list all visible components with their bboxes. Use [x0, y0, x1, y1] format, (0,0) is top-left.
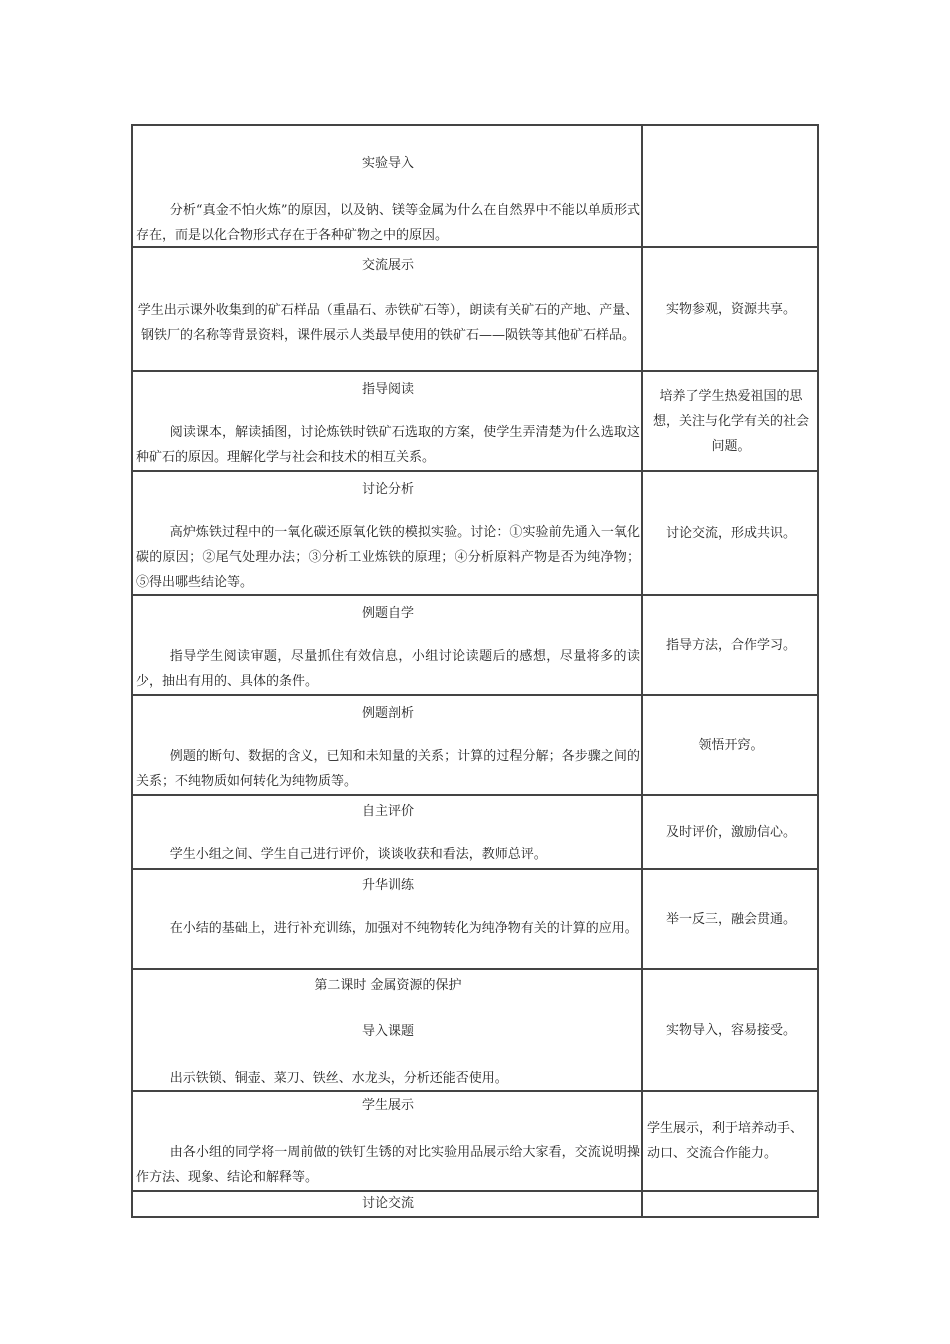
lesson-table [131, 124, 819, 1218]
activity-cell [133, 1192, 643, 1216]
note-cell [645, 126, 817, 246]
activity-cell [133, 970, 643, 1090]
activity-cell [133, 472, 643, 594]
table-row [133, 372, 817, 472]
note-text: 学生展示，利于培养动手、动口、交流合作能力。 [647, 1121, 804, 1161]
activity-title: 升华训练 [361, 878, 414, 893]
note-text: 培养了学生热爱祖国的思想，关注与化学有关的社会问题。 [652, 388, 809, 454]
activity-body: 分析“真金不怕火炼”的原因，以及钠、镁等金属为什么在自然界中不能以单质形式存在，而是以化合物形式存在于各种矿物之中的原因。 [136, 203, 640, 243]
table-row [133, 970, 817, 1092]
note-cell [645, 796, 817, 868]
activity-body: 指导学生阅读审题，尽量抓住有效信息，小组讨论读题后的感想，尽量将多的读少，抽出有用的、具体的条件。 [136, 649, 640, 689]
activity-body: 学生出示课外收集到的矿石样品（重晶石、赤铁矿石等），朗读有关矿石的产地、产量、钢铁厂的名称等背景资料，课件展示人类最早使用的铁矿石——陨铁等其他矿石样品。 [137, 303, 639, 343]
activity-title: 实验导入 [361, 156, 414, 171]
note-cell [645, 970, 817, 1090]
table-row [133, 1192, 817, 1216]
table-row [133, 472, 817, 596]
activity-title: 学生展示 [361, 1098, 414, 1113]
activity-body: 阅读课本，解读插图，讨论炼铁时铁矿石选取的方案，使学生弄清楚为什么选取这种矿石的原因。理解化学与社会和技术的相互关系。 [136, 425, 640, 465]
activity-title: 交流展示 [361, 258, 414, 273]
note-text: 讨论交流，形成共识。 [665, 525, 796, 541]
activity-cell [133, 696, 643, 794]
table-row [133, 870, 817, 970]
note-cell [645, 248, 817, 370]
activity-body: 学生小组之间、学生自己进行评价，谈谈收获和看法，教师总评。 [169, 847, 547, 862]
note-cell [645, 472, 817, 594]
activity-title: 讨论分析 [361, 482, 414, 497]
activity-title: 例题剖析 [361, 706, 414, 721]
note-text: 领悟开窍。 [698, 737, 764, 753]
note-cell [645, 1092, 817, 1190]
note-text: 及时评价，激励信心。 [665, 824, 796, 840]
activity-body: 高炉炼铁过程中的一氧化碳还原氧化铁的模拟实验。讨论：①实验前先通入一氧化碳的原因；②尾气处理办法；③分析工业炼铁的原理；④分析原料产物是否为纯净物；⑤得出哪些结论等。 [136, 525, 640, 590]
activity-cell [133, 796, 643, 868]
note-text: 实物参观，资源共享。 [665, 301, 796, 317]
activity-body: 在小结的基础上，进行补充训练，加强对不纯物转化为纯净物有关的计算的应用。 [169, 921, 638, 936]
activity-title: 讨论交流 [361, 1196, 414, 1211]
table-row [133, 1092, 817, 1192]
table-row [133, 248, 817, 372]
note-text: 指导方法，合作学习。 [665, 637, 796, 653]
note-cell [645, 696, 817, 794]
note-cell [645, 1192, 817, 1216]
note-cell [645, 372, 817, 470]
table-row [133, 696, 817, 796]
note-text: 举一反三，融会贯通。 [665, 911, 796, 927]
table-row [133, 796, 817, 870]
activity-body: 由各小组的同学将一周前做的铁钉生锈的对比实验用品展示给大家看，交流说明操作方法、现象、结论和解释等。 [136, 1145, 640, 1185]
table-row [133, 126, 817, 248]
activity-title: 自主评价 [361, 804, 414, 819]
activity-cell [133, 870, 643, 968]
activity-body: 例题的断句、数据的含义，已知和未知量的关系；计算的过程分解；各步骤之间的关系；不纯物质如何转化为纯物质等。 [136, 749, 640, 789]
lesson-title: 第二课时 金属资源的保护 [314, 978, 462, 993]
note-cell [645, 596, 817, 694]
activity-cell [133, 126, 643, 246]
activity-cell [133, 248, 643, 370]
activity-cell [133, 372, 643, 470]
activity-title: 导入课题 [361, 1024, 414, 1039]
note-cell [645, 870, 817, 968]
activity-title: 例题自学 [361, 606, 414, 621]
note-text: 实物导入，容易接受。 [665, 1022, 796, 1038]
activity-title: 指导阅读 [361, 382, 414, 397]
activity-body: 出示铁锁、铜壶、菜刀、铁丝、水龙头，分析还能否使用。 [169, 1071, 508, 1086]
activity-cell [133, 1092, 643, 1190]
table-row [133, 596, 817, 696]
activity-cell [133, 596, 643, 694]
